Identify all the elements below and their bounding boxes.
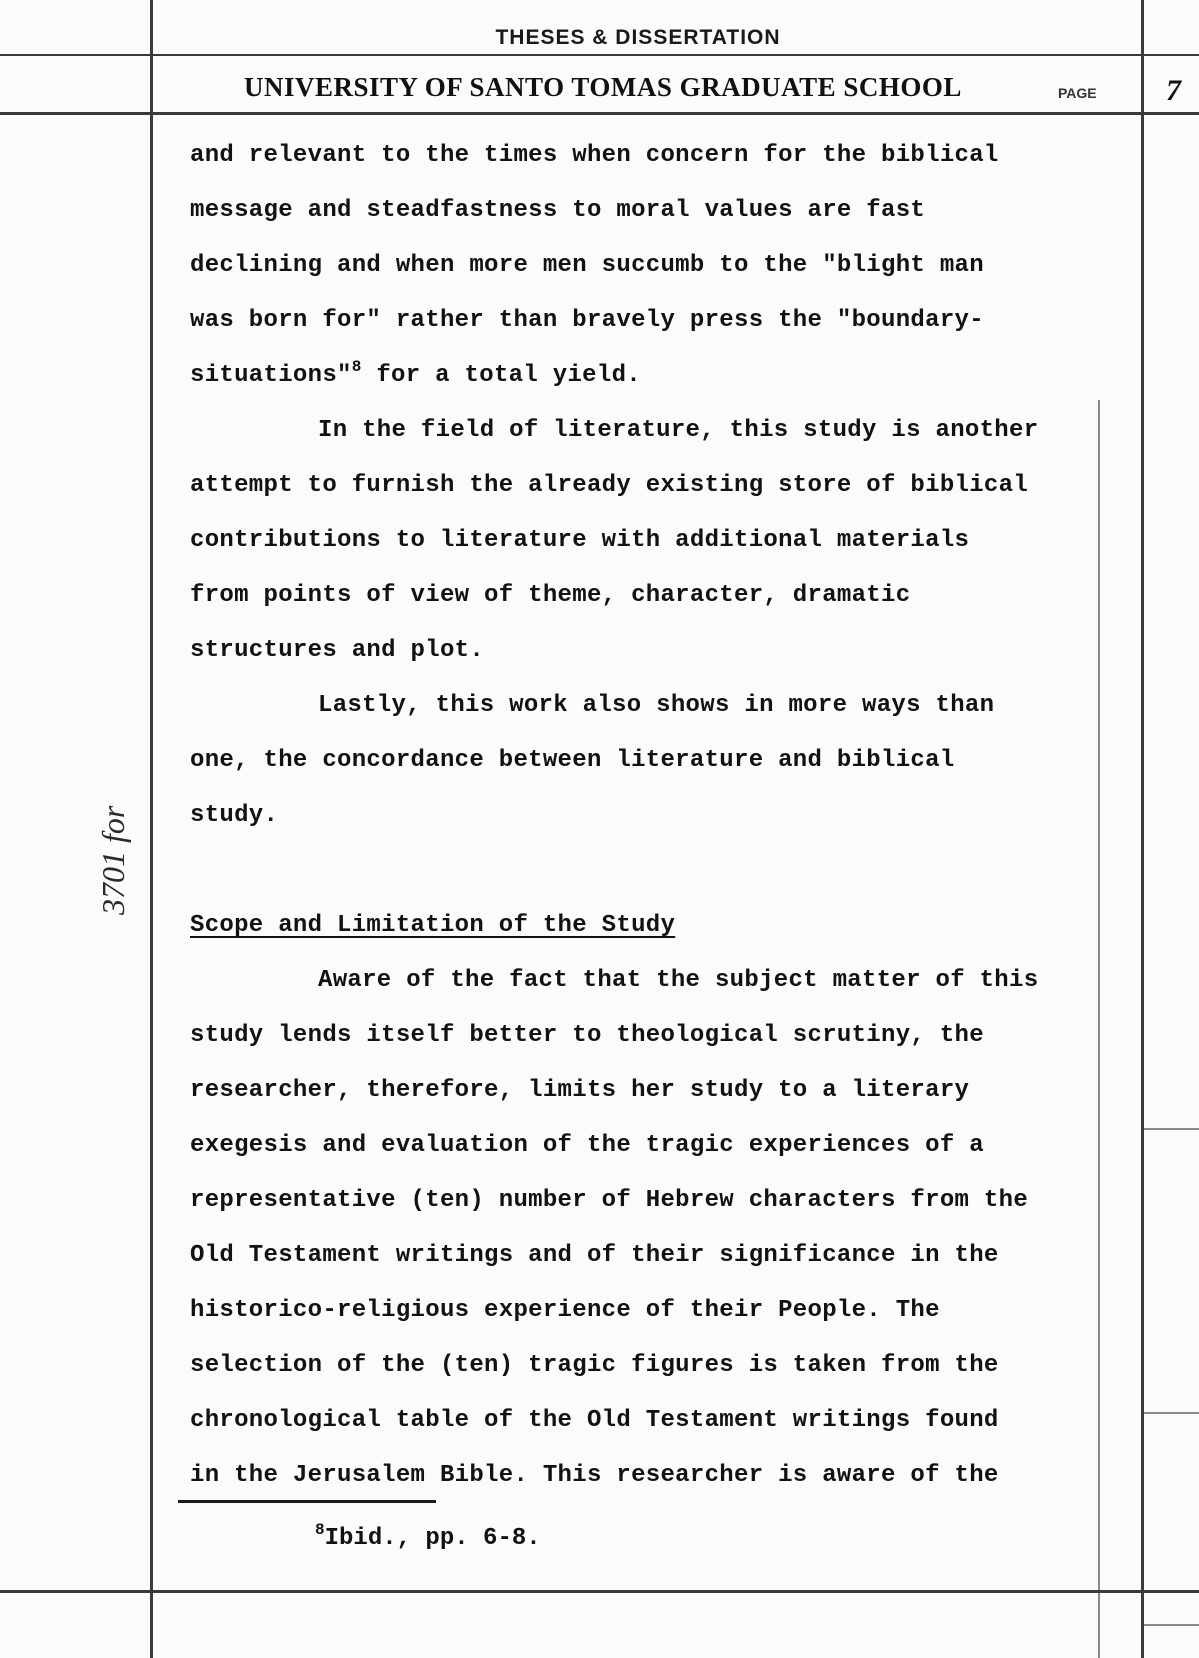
footnote-text: Ibid., pp. 6-8. xyxy=(324,1525,541,1552)
text-line: historico-religious experience of their People. The xyxy=(190,1297,940,1324)
handwritten-margin-note: 3701 for xyxy=(95,805,131,915)
text-line: selection of the (ten) tragic figures is taken from the xyxy=(190,1352,999,1379)
institution-header: UNIVERSITY OF SANTO TOMAS GRADUATE SCHOOL xyxy=(244,72,962,102)
header-rule-bottom xyxy=(0,112,1199,115)
footnote-marker: 8 xyxy=(315,1521,325,1539)
text-line: from points of view of theme, character, dramatic xyxy=(190,582,911,609)
footnote-rule xyxy=(178,1500,436,1503)
footnote xyxy=(315,1521,541,1552)
section-heading xyxy=(190,898,1155,953)
blank-line xyxy=(190,843,1155,898)
text-line: contributions to literature with additional materials xyxy=(190,527,970,554)
page-label: PAGE xyxy=(1058,85,1097,101)
text-line: chronological table of the Old Testament writings found xyxy=(190,1407,999,1434)
theses-stamp: THESES & DISSERTATION xyxy=(495,26,781,49)
text-line: Old Testament writings and of their significance in the xyxy=(190,1242,999,1269)
footer-rule xyxy=(0,1590,1199,1593)
text-line: message and steadfastness to moral values are fast xyxy=(190,197,926,224)
text-fragment: for a total yield. xyxy=(361,362,641,389)
text-line: study lends itself better to theological scrutiny, the xyxy=(190,1022,984,1049)
page-number: 7 xyxy=(1166,74,1181,107)
text-line: exegesis and evaluation of the tragic experiences of a xyxy=(190,1132,984,1159)
text-line: Lastly, this work also shows in more ways than xyxy=(318,692,995,719)
text-line: was born for" rather than bravely press the "boundary- xyxy=(190,307,984,334)
section-heading-text: Scope and Limitation of the Study xyxy=(190,912,676,939)
left-margin-rule xyxy=(150,0,153,1658)
text-line: and relevant to the times when concern for the biblical xyxy=(190,142,999,169)
text-line: attempt to furnish the already existing store of biblical xyxy=(190,472,1029,499)
text-line: declining and when more men succumb to the "blight man xyxy=(190,252,984,279)
text-fragment: situations" xyxy=(190,362,352,389)
body-text xyxy=(190,128,1155,1503)
text-line: Aware of the fact that the subject matter of this xyxy=(318,967,1039,994)
text-line xyxy=(190,348,1155,403)
text-line: representative (ten) number of Hebrew characters from the xyxy=(190,1187,1029,1214)
text-line: in the Jerusalem Bible. This researcher is aware of the xyxy=(190,1462,999,1489)
text-line: study. xyxy=(190,802,279,829)
footnote-ref: 8 xyxy=(351,358,362,376)
header-rule-top xyxy=(0,54,1199,56)
margin-tick-3 xyxy=(1144,1624,1199,1626)
text-line: researcher, therefore, limits her study to a literary xyxy=(190,1077,970,1104)
text-line: one, the concordance between literature and biblical xyxy=(190,747,955,774)
text-line: structures and plot. xyxy=(190,637,485,664)
text-line: In the field of literature, this study is another xyxy=(318,417,1039,444)
